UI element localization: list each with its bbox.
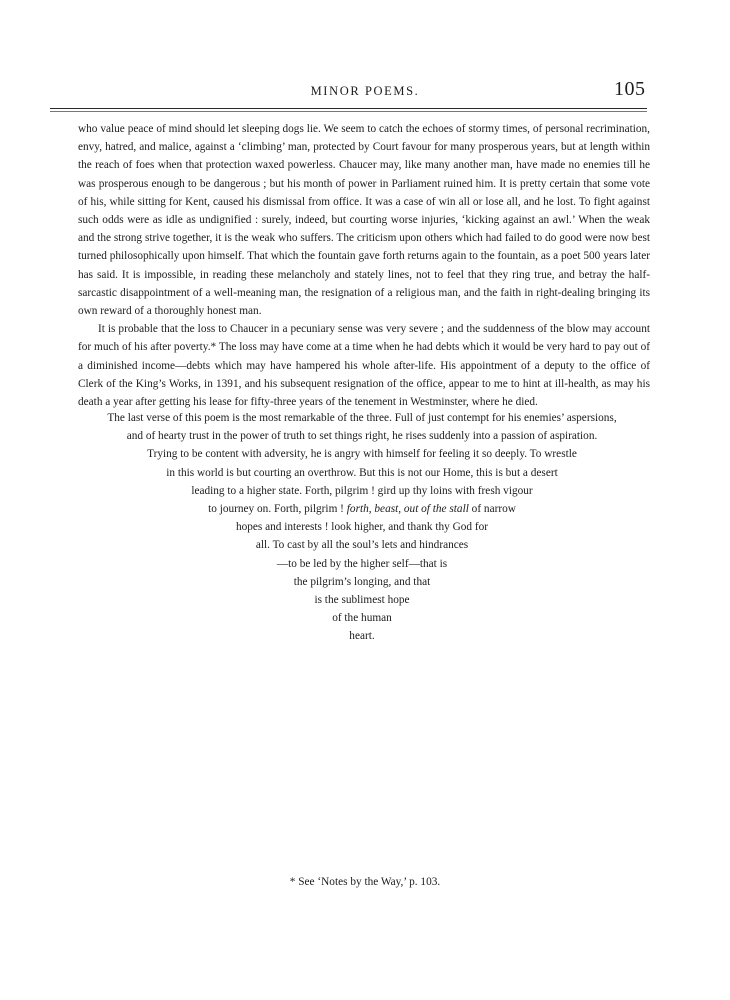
pyramid-line: in this world is but courting an overthrow. But this is not our Home, this is but a desert (166, 466, 558, 479)
pyramid-line: and of hearty trust in the power of truth to set things right, he rises suddenly into a passion of aspiration. (126, 430, 598, 443)
pyramid-line: —to be led by the higher self—that is (276, 557, 448, 570)
header-rule-fine (50, 111, 647, 112)
pyramid-line: heart. (349, 630, 375, 643)
pyramid-line: all. To cast by all the soul’s lets and hindrances (255, 539, 469, 552)
pyramid-line: the pilgrim’s longing, and that (293, 575, 431, 588)
pyramid-line: leading to a higher state. Forth, pilgrim ! gird up thy loins with fresh vigour (191, 484, 533, 497)
running-title: MINOR POEMS. (310, 84, 420, 98)
pyramid-line: of the human (332, 612, 392, 625)
page-number: 105 (614, 78, 646, 100)
pyramid-line: The last verse of this poem is the most remarkable of the three. Full of just contempt for his enemies’ aspersions, (107, 412, 617, 424)
paragraph-1: who value peace of mind should let sleeping dogs lie. We seem to catch the echoes of stormy times, of personal recrimination, envy, hatred, and malice, against a ‘climbing’ man, protected by Court favour for many prosperous years, but at length within the reach of foes when that protection waxed powerless. Chaucer may, like many another man, have made no enemies till he was prosperous enough to be dangerous ; but his month of power in Parliament ruined him. It is pretty certain that some vote of his, while sitting for Kent, caused his dismissal from office. It was a case of win all or lose all, and he lost. To fight against such odds were as idle as undignified : surely, indeed, but courting worse injuries, ‘kicking against an awl.’ When the weak and the strong strive together, it is the weak who suffers. The criticism upon others which had failed to do good were now best turned philosophically upon himself. That which the fountain gave forth returns again to the fountain, as a poet 500 years later has said. It is impossible, in reading these melancholy and stately lines, not to feel that they ring true, and betray the half-sarcastic disappointment of a well-meaning man, the resignation of a religious man, and the faith in right-dealing bringing its own reward of a thoroughly honest man. (78, 123, 650, 318)
paragraph-2: It is probable that the loss to Chaucer in a pecuniary sense was very severe ; and the suddenness of the blow may account for much of his after poverty.* The loss may have come at a time when he had debts which it would be very hard to pay out of a diminished income—debts which may have hampered his whole after-life. His appointment of a deputy to the office of Clerk of the King’s Works, in 1391, and his subsequent resignation of the office, appear to me to hint at ill-health, as may his death a year after getting his lease for fifty-three years of the tenement in Westminster, where he died. (78, 323, 650, 409)
pyramid-line (62, 500, 662, 518)
pyramid-line: is the sublimest hope (314, 594, 410, 607)
pyramid-text: of narrow (468, 503, 516, 516)
header-rule (50, 108, 647, 109)
body-text (78, 120, 650, 411)
pyramid-italic-quote: forth, beast, out of the stall (346, 503, 469, 516)
pyramid-paragraph (62, 409, 662, 646)
pyramid-line: hopes and interests ! look higher, and thank thy God for (235, 521, 489, 534)
pyramid-text: to journey on. Forth, pilgrim ! (208, 503, 347, 516)
pyramid-line: Trying to be content with adversity, he is angry with himself for feeling it so deeply. To wrestle (147, 448, 577, 461)
footnote: * See ‘Notes by the Way,’ p. 103. (289, 876, 441, 888)
